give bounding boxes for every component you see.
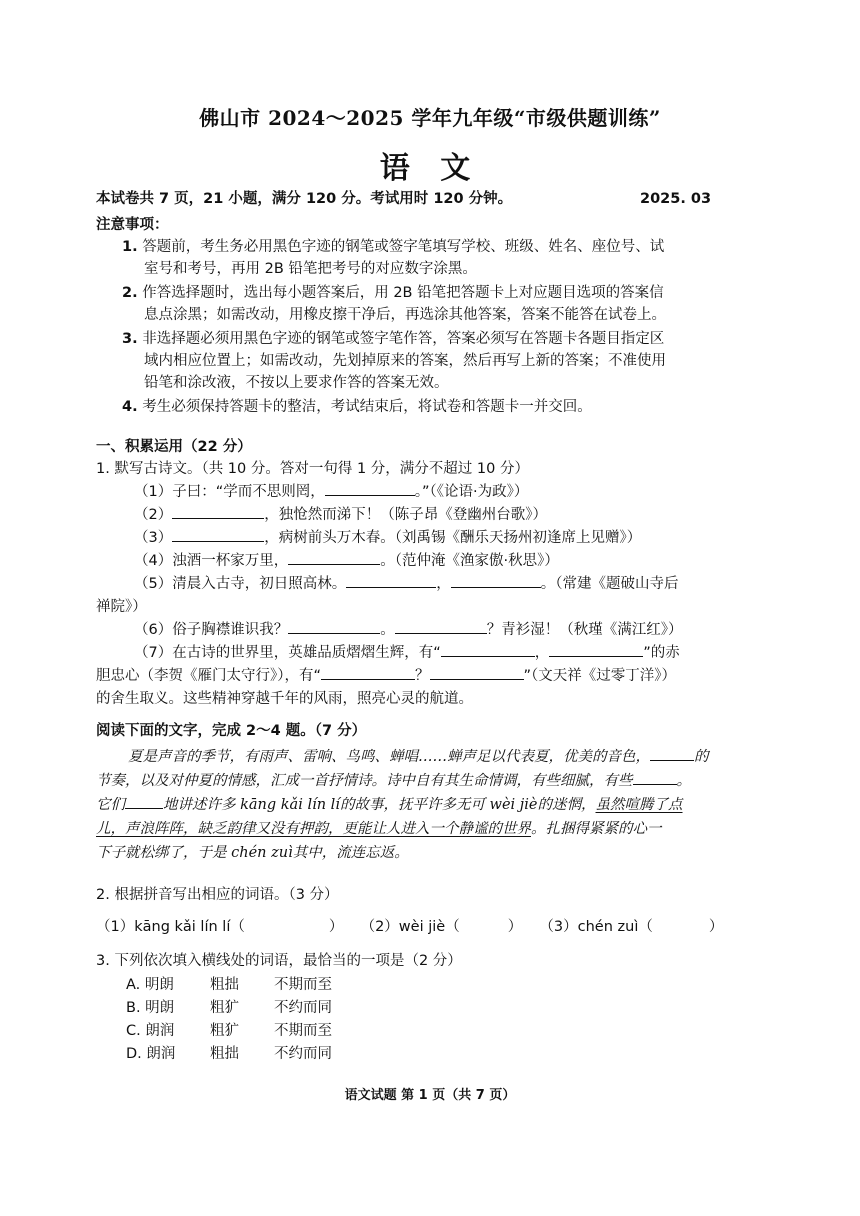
underlined-sentence: 虽然喧腾了点 (595, 797, 683, 813)
notice-1-line-1: 1. 答题前，考生务必用黑色字迹的钢笔或签字笔填写学校、班级、姓名、座位号、试 (122, 239, 665, 255)
q1-item-7-cont: 胆忠心（李贺《雁门太守行》），有“ ？ ”（文天祥《过零丁洋》） (96, 665, 676, 687)
answer-blank[interactable] (430, 665, 524, 680)
answer-blank[interactable] (451, 573, 541, 588)
q1-item-1: （1）子曰：“学而不思则罔， 。”（《论语·为政》） (134, 481, 528, 503)
q2-answers: （1）kāng kǎi lín lí（ ） （2）wèi jiè（ ） （3）chén zuì（ ） (96, 919, 724, 935)
q1-item-6: （6）俗子胸襟谁识我？ 。 ？青衫湿！（秋瑾《满江红》） (134, 619, 682, 641)
notice-title: 注意事项： (96, 217, 169, 233)
q2-stem: 2. 根据拼音写出相应的词语。（3 分） (96, 887, 339, 903)
answer-blank[interactable] (549, 642, 643, 657)
reading-paragraph-line-1: 夏是声音的季节，有雨声、雷响、鸟鸣、蝉唱……蝉声足以代表夏，优美的音色， 的 (128, 746, 709, 768)
reading-paragraph-line-4: 儿，声浪阵阵，缺乏韵律又没有押韵，更能让人进入一个静谧的世界。扎捆得紧紧的心一 (96, 821, 662, 837)
notice-3-line-2: 域内相应位置上；如需改动，先划掉原来的答案，然后再写上新的答案；不准使用 (144, 353, 666, 369)
q1-item-3: （3） ，病树前头万木春。（刘禹锡《酬乐天扬州初逢席上见赠》） (134, 527, 641, 549)
q3-option-d[interactable]: D. 朗润 粗拙 不约而同 (126, 1046, 332, 1062)
reading-intro: 阅读下面的文字，完成 2～4 题。（7 分） (96, 723, 367, 739)
exam-info: 本试卷共 7 页，21 小题，满分 120 分。考试用时 120 分钟。 (96, 191, 513, 207)
section-1-heading: 一、积累运用（22 分） (96, 439, 252, 455)
fill-blank-2[interactable] (633, 770, 677, 785)
exam-title: 佛山市 2024～2025 学年九年级“市级供题训练” (199, 106, 661, 130)
notice-3-line-3: 铅笔和涂改液，不按以上要求作答的答案无效。 (144, 375, 449, 391)
q3-stem: 3. 下列依次填入横线处的词语，最恰当的一项是（2 分） (96, 953, 462, 969)
notice-3-line-1: 3. 非选择题必须用黑色字迹的钢笔或签字笔作答，答案必须写在答题卡各题目指定区 (122, 331, 665, 347)
q1-item-7: （7）在古诗的世界里，英雄品质熠熠生辉，有“ ， ”的赤 (134, 642, 680, 664)
answer-blank[interactable] (321, 665, 415, 680)
q1-item-4: （4）浊酒一杯家万里， 。（范仲淹《渔家傲·秋思》） (134, 550, 559, 572)
q3-option-c[interactable]: C. 朗润 粗犷 不期而至 (126, 1023, 332, 1039)
fill-blank-3[interactable] (125, 794, 163, 809)
notice-4-line-1: 4. 考生必须保持答题卡的整洁，考试结束后，将试卷和答题卡一并交回。 (122, 399, 592, 415)
q1-stem: 1. 默写古诗文。（共 10 分。答对一句得 1 分，满分不超过 10 分） (96, 461, 529, 477)
notice-2-line-2: 息点涂黑；如需改动，用橡皮擦干净后，再选涂其他答案，答案不能答在试卷上。 (144, 307, 666, 323)
reading-paragraph-line-5: 下子就松绑了，于是 chén zuì其中，流连忘返。 (96, 845, 409, 861)
exam-date: 2025. 03 (640, 191, 712, 207)
notice-1-line-2: 室号和考号，再用 2B 铅笔把考号的对应数字涂黑。 (144, 261, 477, 277)
q1-item-7-end: 的舍生取义。这些精神穿越千年的风雨，照亮心灵的航道。 (96, 691, 473, 707)
answer-blank[interactable] (288, 619, 380, 634)
fill-blank-1[interactable] (650, 746, 694, 761)
reading-paragraph-line-2: 节奏，以及对仲夏的情感，汇成一首抒情诗。诗中自有其生命情调，有些细腻，有些 。 (96, 770, 691, 792)
answer-blank[interactable] (288, 550, 380, 565)
q1-item-5: （5）清晨入古寺，初日照高林。 ， 。（常建《题破山寺后 (134, 573, 678, 595)
page-footer: 语文试题 第 1 页（共 7 页） (344, 1088, 516, 1103)
answer-blank[interactable] (346, 573, 436, 588)
reading-paragraph-line-3: 它们 地讲述许多 kāng kǎi lín lí的故事，抚平许多无可 wèi jiè的迷惘，虽然喧腾了点 (96, 794, 683, 816)
answer-blank[interactable] (441, 642, 535, 657)
answer-blank[interactable] (325, 481, 415, 496)
subject-title: 语 文 (379, 151, 481, 186)
answer-blank[interactable] (395, 619, 487, 634)
q1-item-2: （2） ，独怆然而涕下！（陈子昂《登幽州台歌》） (134, 504, 547, 526)
answer-blank[interactable] (172, 504, 264, 519)
underlined-sentence: 儿，声浪阵阵，缺乏韵律又没有押韵，更能让人进入一个静谧的世界 (96, 821, 531, 837)
q1-item-5-cont: 禅院》） (96, 599, 147, 615)
q3-option-a[interactable]: A. 明朗 粗拙 不期而至 (126, 977, 332, 993)
q3-option-b[interactable]: B. 明朗 粗犷 不约而同 (126, 1000, 332, 1016)
answer-blank[interactable] (172, 527, 264, 542)
notice-2-line-1: 2. 作答选择题时，选出每小题答案后，用 2B 铅笔把答题卡上对应题目选项的答案信 (122, 285, 664, 301)
